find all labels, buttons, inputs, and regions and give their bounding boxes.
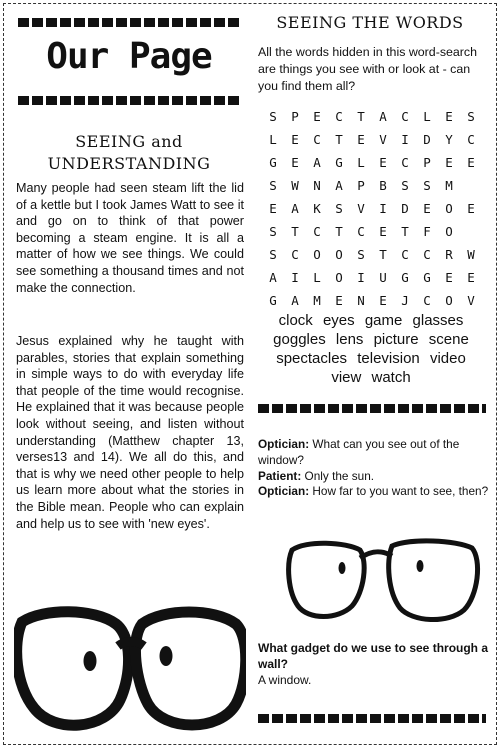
grid-letter: C — [423, 293, 431, 308]
grid-letter: E — [379, 224, 387, 239]
grid-letter: N — [357, 293, 365, 308]
grid-letter: E — [467, 270, 475, 285]
grid-letter: E — [445, 109, 453, 124]
grid-letter: E — [335, 293, 343, 308]
grid-letter: U — [379, 270, 387, 285]
grid-letter: A — [313, 155, 321, 170]
grid-letter: T — [335, 132, 343, 147]
grid-letter: C — [357, 224, 365, 239]
grid-letter: C — [401, 247, 409, 262]
grid-letter: S — [269, 109, 277, 124]
grid-letter: E — [445, 155, 453, 170]
dialogue-text: Only the sun. — [301, 468, 375, 483]
dialogue-speaker: Optician: — [258, 437, 310, 451]
dialogue-speaker: Optician: — [258, 484, 310, 499]
grid-letter: T — [401, 224, 409, 239]
grid-letter: L — [357, 155, 365, 170]
grid-letter: L — [423, 109, 431, 124]
grid-letter: A — [291, 293, 299, 308]
grid-letter: C — [401, 155, 409, 170]
grid-letter: C — [401, 109, 409, 124]
grid-letter: E — [269, 201, 277, 216]
word-list-item: clock — [278, 312, 313, 329]
grid-letter: R — [445, 247, 453, 262]
word-list-item: picture — [373, 331, 419, 348]
grid-letter: E — [467, 201, 475, 216]
wordsearch-intro: All the words hidden in this word-search are things you see with or look at - can you find them all? — [258, 45, 478, 93]
joke — [258, 640, 490, 688]
grid-letter: C — [291, 247, 299, 262]
grid-letter: W — [467, 247, 475, 262]
grid-letter: I — [379, 201, 387, 216]
grid-letter: E — [467, 155, 475, 170]
grid-letter — [460, 222, 482, 242]
word-list-item: glasses — [412, 312, 464, 329]
word-list-item: view — [331, 369, 362, 386]
grid-letter: E — [291, 132, 299, 147]
dialogue-text: How far to you want to see, then? — [309, 484, 489, 499]
word-list-item: game — [364, 312, 403, 329]
grid-letter: A — [335, 178, 343, 193]
grid-letter: E — [423, 201, 431, 216]
word-list-item: lens — [335, 331, 364, 348]
grid-letter: F — [423, 224, 431, 239]
grid-letter: O — [335, 247, 343, 262]
grid-letter: G — [401, 270, 409, 285]
word-list-item: scene — [428, 331, 469, 348]
grid-letter: B — [379, 178, 387, 193]
dialogue-text: What can you see out of the window? — [258, 437, 460, 467]
grid-letter: A — [269, 270, 277, 285]
dialogue-line — [258, 484, 490, 500]
joke-question: What gadget do we use to see through a wall? — [258, 641, 489, 671]
paragraph-1: Many people had seen steam lift the lid of a kettle but I took James Watt to see it and go on to think of that power becoming a steam engine. It is all a matter of how we see things. We could see something a thousand times and not make the connection. — [16, 181, 244, 295]
grid-letter: Y — [445, 132, 453, 147]
grid-letter: V — [357, 201, 365, 216]
masthead-top-rule — [18, 18, 240, 27]
grid-letter: T — [291, 224, 299, 239]
grid-letter: C — [335, 109, 343, 124]
right-rule-2 — [258, 714, 486, 723]
grid-letter — [460, 176, 482, 196]
grid-letter: W — [291, 178, 299, 193]
grid-letter: D — [401, 201, 409, 216]
grid-letter: I — [291, 270, 299, 285]
grid-letter: M — [313, 293, 321, 308]
grid-letter: V — [467, 293, 475, 308]
grid-letter: S — [335, 201, 343, 216]
word-list-item: watch — [371, 369, 411, 386]
dialogue-speaker: Patient: — [258, 468, 302, 483]
grid-letter: E — [379, 293, 387, 308]
section-title — [18, 131, 240, 175]
grid-letter: O — [335, 270, 343, 285]
grid-letter: A — [379, 109, 387, 124]
grid-letter: E — [313, 109, 321, 124]
large-glasses-illustration — [14, 604, 246, 744]
masthead-title: Our Page — [46, 36, 212, 77]
grid-letter: T — [335, 224, 343, 239]
grid-letter: C — [313, 132, 321, 147]
joke-answer: A window. — [258, 673, 312, 687]
grid-letter: E — [357, 132, 365, 147]
grid-letter: K — [313, 201, 321, 216]
grid-letter: P — [291, 109, 299, 124]
paragraph-2: Jesus explained why he taught with parables, stories that explain something in simple ways to do with everyday life that people of the time would recognise. He explained that it was because people look without seeing, and listen without understanding (Matthew chapter 13, verses13 and 14). We all do this, and that is why we need other people to help us learn more about what the stories in the Bible mean. People who can explain and help us to see with 'new eyes'. — [16, 334, 244, 531]
grid-letter: C — [423, 247, 431, 262]
grid-letter: S — [357, 247, 365, 262]
grid-letter: T — [379, 247, 387, 262]
grid-letter: L — [269, 132, 277, 147]
grid-letter: S — [467, 109, 475, 124]
grid-letter: O — [313, 247, 321, 262]
grid-letter: E — [291, 155, 299, 170]
grid-letter: I — [357, 270, 365, 285]
grid-letter: I — [401, 132, 409, 147]
wordsearch-grid — [262, 107, 482, 311]
grid-letter: P — [357, 178, 365, 193]
grid-letter: J — [401, 293, 409, 308]
grid-letter: C — [467, 132, 475, 147]
grid-letter: O — [445, 201, 453, 216]
word-list — [256, 311, 486, 387]
word-list-item: television — [357, 350, 420, 367]
right-rule-1 — [258, 404, 486, 413]
grid-letter: S — [269, 178, 277, 193]
grid-letter: S — [269, 247, 277, 262]
small-glasses-illustration — [286, 536, 486, 626]
section-title-line-2: UNDERSTANDING — [47, 154, 211, 173]
grid-letter: L — [313, 270, 321, 285]
grid-letter: S — [401, 178, 409, 193]
grid-letter: G — [269, 155, 277, 170]
masthead-bottom-rule — [18, 96, 240, 105]
grid-letter: G — [335, 155, 343, 170]
word-list-item: spectacles — [276, 350, 348, 367]
grid-letter: O — [445, 293, 453, 308]
grid-letter: T — [357, 109, 365, 124]
grid-letter: M — [445, 178, 453, 193]
grid-letter: S — [269, 224, 277, 239]
grid-letter: E — [379, 155, 387, 170]
word-list-item: goggles — [273, 331, 326, 348]
grid-letter: P — [423, 155, 431, 170]
word-list-item: video — [429, 350, 466, 367]
grid-letter: C — [313, 224, 321, 239]
grid-letter: G — [269, 293, 277, 308]
grid-letter: A — [291, 201, 299, 216]
wordsearch-title: SEEING THE WORDS — [276, 13, 464, 32]
grid-letter: G — [423, 270, 431, 285]
grid-letter: E — [445, 270, 453, 285]
grid-letter: S — [423, 178, 431, 193]
grid-letter: N — [313, 178, 321, 193]
word-list-item: eyes — [322, 312, 355, 329]
dialogue-line — [258, 469, 490, 485]
dialogue-line — [258, 437, 490, 469]
grid-letter: V — [379, 132, 387, 147]
grid-letter: O — [445, 224, 453, 239]
optician-dialogue — [258, 437, 490, 500]
section-title-line-1: SEEING and — [75, 132, 183, 151]
grid-letter: D — [423, 132, 431, 147]
